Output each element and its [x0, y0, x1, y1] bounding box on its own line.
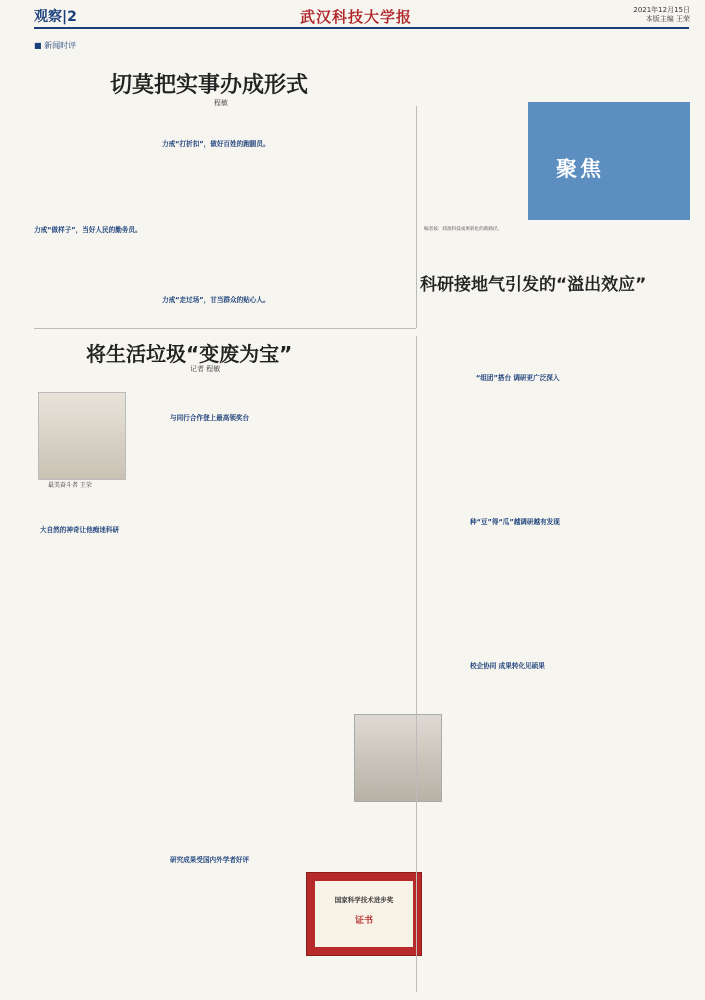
- award-photo: [354, 714, 442, 802]
- certificate-panel: [315, 881, 413, 947]
- article-body: [34, 492, 150, 992]
- article-title: 将生活垃圾“变废为宝”: [86, 342, 293, 366]
- subheading: 校企协同 成果转化见硕果: [470, 662, 545, 670]
- section-rule: [34, 328, 416, 329]
- editor-line: 本版主编 王荣: [645, 15, 690, 23]
- article-body: [566, 676, 690, 992]
- article-body: [566, 300, 690, 360]
- article-body: [160, 372, 280, 992]
- certificate-image: [306, 872, 422, 956]
- issue-date: [615, 6, 690, 24]
- article-byline: 程敏: [214, 99, 228, 107]
- focus-banner: [528, 102, 690, 220]
- article-body: [424, 386, 554, 506]
- subheading: 力戒“打折扣”，做好百姓的跑腿员。: [162, 140, 270, 148]
- subheading: 与同行合作登上最高领奖台: [170, 414, 250, 422]
- article-body: [566, 386, 690, 506]
- article-body: [424, 300, 554, 360]
- subheading: 种“豆”得“瓜”越调研越有发现: [470, 518, 560, 526]
- section-title: 观察|2: [34, 9, 77, 25]
- subheading: “组团”搭台 调研更广泛深入: [476, 374, 560, 382]
- masthead-rule: [34, 27, 689, 29]
- certificate-word: 证书: [354, 916, 373, 926]
- subheading: 大自然的神奇让他痴迷科研: [40, 526, 120, 534]
- date-line: 2021年12月15日: [633, 6, 690, 14]
- article-title: 切莫把实事办成形式: [110, 73, 309, 98]
- column-tag-icon: ■: [34, 41, 45, 50]
- subheading: 研究成果受国内外学者好评: [170, 856, 250, 864]
- newspaper-masthead: 武汉科技大学报: [300, 8, 413, 26]
- article-body: [34, 114, 148, 319]
- article-body: [566, 530, 690, 650]
- column-rule: [416, 336, 417, 992]
- portrait-photo: [38, 392, 126, 480]
- column-rule: [416, 106, 417, 328]
- article-body: [424, 676, 554, 992]
- subheading: 力戒“走过场”，甘当群众的贴心人。: [162, 296, 270, 304]
- article-body: [424, 530, 554, 650]
- article-byline: 记者 程敏: [190, 365, 221, 373]
- photo-caption: 最美奋斗者 王荣: [48, 482, 92, 489]
- focus-label: 聚焦: [556, 157, 604, 181]
- editor-note: 编者按：找准科技成果转化的新路径。: [424, 227, 503, 232]
- article-body: [290, 114, 404, 319]
- column-tag: ■ 新闻时评: [34, 41, 77, 50]
- article-title: 科研接地气引发的“溢出效应”: [420, 275, 647, 295]
- article-body: [290, 372, 410, 702]
- certificate-title: 国家科学技术进步奖: [334, 896, 394, 904]
- subheading: 力戒“做样子”，当好人民的勤务员。: [34, 226, 142, 234]
